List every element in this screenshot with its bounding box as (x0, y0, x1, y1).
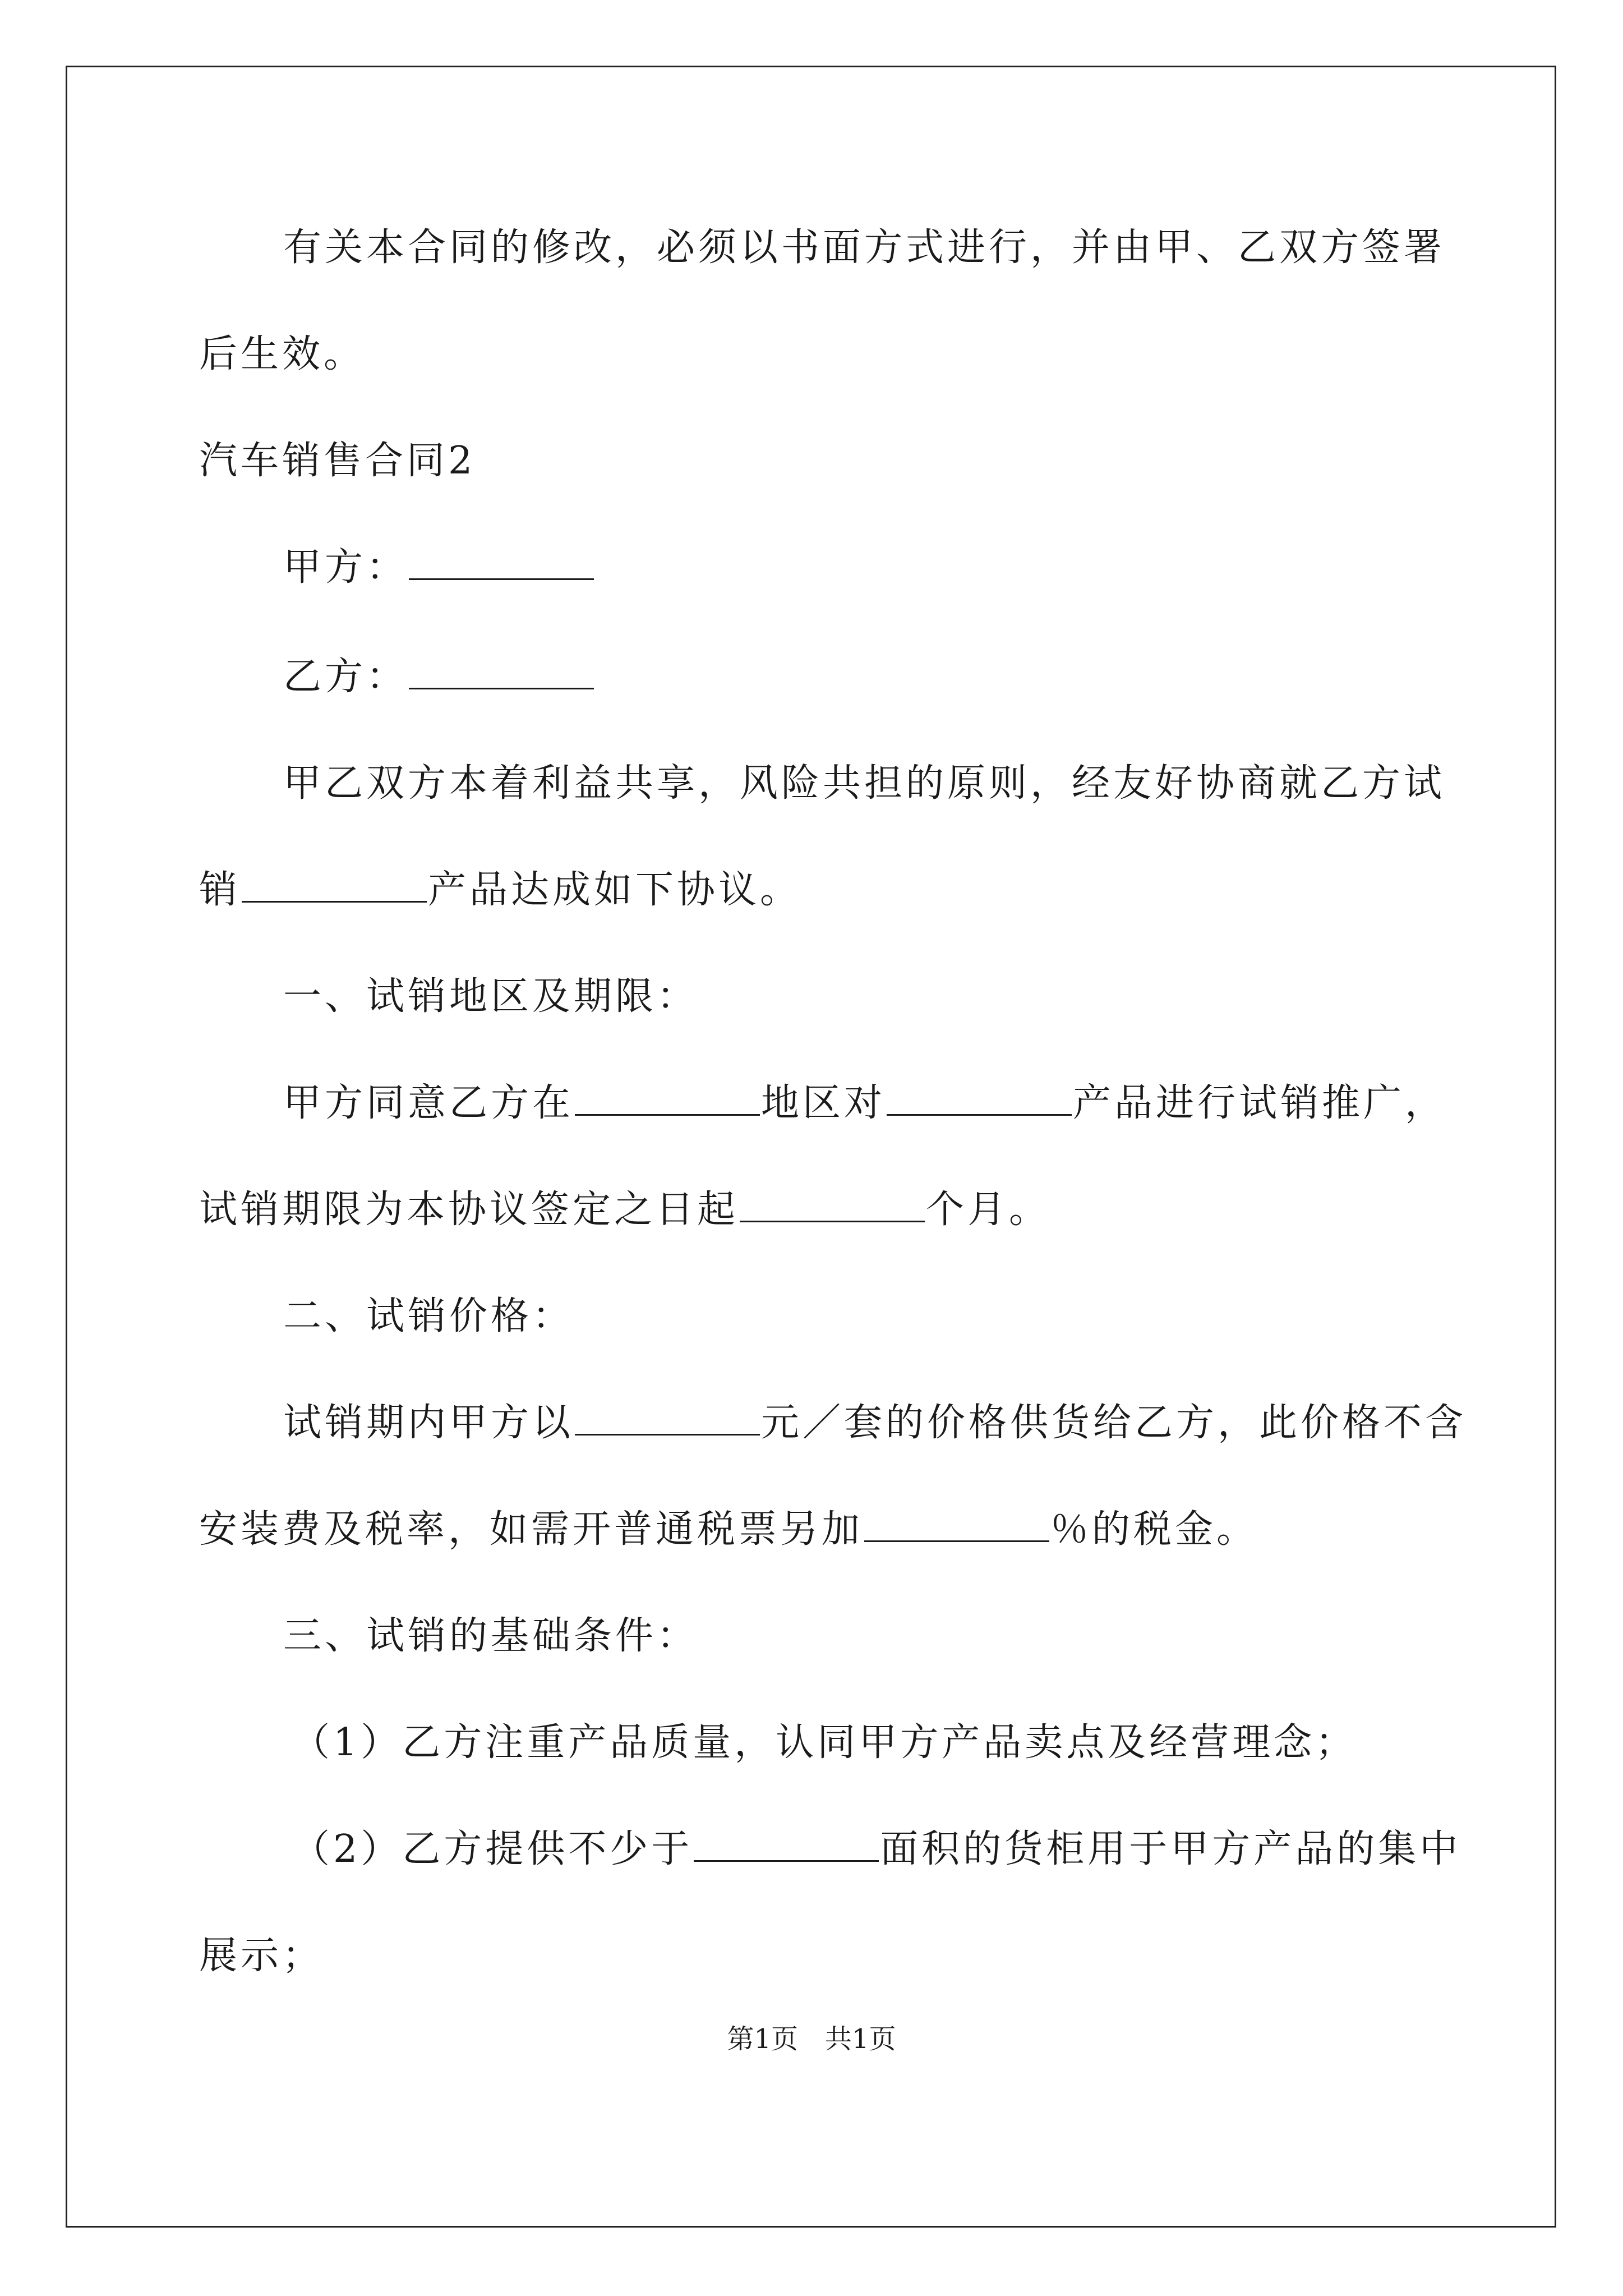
text-span: 甲方同意乙方在 (283, 1081, 574, 1125)
text-span: 试销期内甲方以 (283, 1401, 574, 1445)
area-blank (694, 1825, 879, 1862)
price-blank (575, 1399, 760, 1435)
page-footer: 第1页 共1页 (727, 2023, 896, 2055)
party-a-line (283, 540, 595, 596)
paragraph-line (283, 1075, 1446, 1131)
paragraph-line (199, 1928, 324, 1984)
text-span: （1）乙方注重产品质量，认同甲方产品卖点及经营理念； (292, 1720, 1357, 1765)
section-heading (283, 969, 698, 1025)
text-span: 产品进行试销推广， (1073, 1081, 1447, 1125)
text-span: 三、试销的基础条件： (283, 1614, 699, 1658)
text-span: 乙方： (283, 655, 408, 699)
region-blank (575, 1079, 760, 1116)
text-span: 展示； (199, 1934, 324, 1978)
text-span: 甲乙双方本着利益共享，风险共担的原则，经友好协商就乙方试 (283, 761, 1446, 806)
text-span: 试销期限为本协议签定之日起 (199, 1188, 739, 1232)
text-span: 有关本合同的修改，必须以书面方式进行，并由甲、乙双方签署 (283, 226, 1446, 270)
product-blank (242, 866, 427, 903)
text-span: 销 (199, 868, 241, 912)
text-span: ％的税金。 (1050, 1507, 1258, 1552)
text-span: 面积的货柜用于甲方产品的集中 (880, 1827, 1461, 1871)
party-a-blank (409, 544, 594, 580)
text-span: 个月。 (926, 1188, 1051, 1232)
page-border (66, 66, 1556, 2228)
party-b-blank (409, 653, 594, 689)
tax-rate-blank (864, 1506, 1049, 1542)
section-heading (283, 1289, 574, 1345)
party-b-line (283, 649, 595, 705)
text-span: 元／套的价格供货给乙方，此价格不含 (761, 1401, 1467, 1445)
contract-title (199, 433, 476, 489)
paragraph-line (283, 1395, 1467, 1451)
months-blank (740, 1186, 925, 1222)
text-span: （2）乙方提供不少于 (292, 1827, 693, 1871)
text-span: 一、试销地区及期限： (283, 974, 699, 1019)
text-span: 安装费及税率，如需开普通税票另加 (199, 1507, 864, 1552)
text-span: 二、试销价格： (283, 1294, 574, 1338)
text-span: 汽车销售合同2 (199, 439, 476, 483)
paragraph-line (283, 220, 1445, 276)
paragraph-line (199, 1182, 1050, 1238)
section-heading (283, 1608, 698, 1664)
product-blank (887, 1079, 1072, 1116)
paragraph-line (199, 326, 365, 383)
text-span: 产品达成如下协议。 (428, 868, 802, 912)
paragraph-line (199, 1502, 1258, 1558)
list-item (292, 1715, 1357, 1771)
paragraph-line (283, 756, 1445, 812)
text-span: 地区对 (761, 1081, 886, 1125)
paragraph-line (199, 862, 801, 918)
text-span: 后生效。 (199, 332, 366, 376)
list-item (292, 1821, 1461, 1878)
text-span: 甲方： (283, 545, 408, 590)
